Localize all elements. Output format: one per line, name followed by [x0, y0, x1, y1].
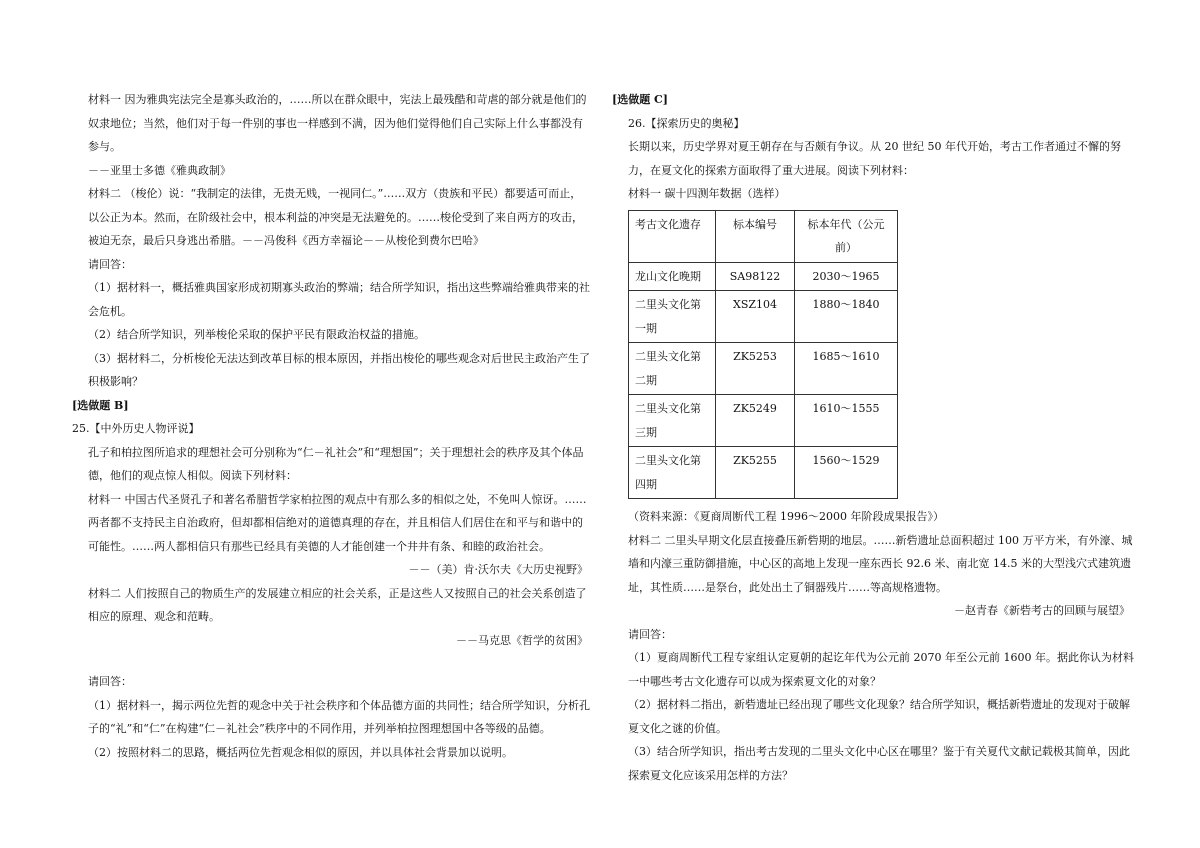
table-header: 标本年代（公元前） [795, 210, 898, 262]
question-25-material-2-source: －－马克思《哲学的贫困》 [456, 633, 588, 647]
question-25-prompt: 请回答： [88, 675, 132, 688]
question-3: （3）据材料二，分析梭伦无法达到改革目标的根本原因，并指出梭伦的哪些观念对后世民主政治产生了积极影响？ [88, 351, 590, 388]
question-25-1: （1）据材料一，揭示两位先哲的观念中关于社会秩序和个体品德方面的共同性；结合所学知识，分析孔子的“礼”和“仁”在构建“仁－礼社会”秩序中的不同作用，并列举柏拉图理想国中各等级的品德。 [88, 698, 590, 735]
table-cell: 1880～1840 [795, 291, 898, 343]
material-1-label: 材料一 碳十四测年数据（选样） [628, 187, 786, 200]
table-cell: ZK5255 [716, 447, 795, 499]
table-cell: SA98122 [716, 262, 795, 291]
table-cell: 龙山文化晚期 [629, 262, 716, 291]
table-source: （资料来源：《夏商周断代工程 1996～2000 年阶段成果报告》） [628, 510, 944, 523]
question-26-intro: 长期以来，历史学界对夏王朝存在与否颇有争议。从 20 世纪 50 年代开始，考古工作者通过不懈的努力，在夏文化的探索方面取得了重大进展。阅读下列材料： [628, 140, 1121, 177]
question-2: （2）结合所学知识，列举梭伦采取的保护平民有限政治权益的措施。 [88, 328, 425, 341]
material-athens: 材料一 因为雅典宪法完全是寡头政治的，……所以在群众眼中，宪法上最残酷和苛虐的部分就是他们的奴隶地位；当然，他们对于每一件别的事也一样感到不满，因为他们觉得他们自己实际上什么事都没有参与。 [88, 93, 587, 153]
table-header: 标本编号 [716, 210, 795, 262]
table-cell: ZK5253 [716, 343, 795, 395]
table-cell: 1610～1555 [795, 395, 898, 447]
question-25-title: 25.【中外历史人物评说】 [72, 422, 200, 435]
table-row [629, 291, 898, 343]
right-column [612, 88, 1134, 787]
question-25-material-2: 材料二 人们按照自己的物质生产的发展建立相应的社会关系，正是这些人又按照自己的社会关系创造了相应的原理、观念和范畴。 [88, 586, 587, 623]
table-cell: 1685～1610 [795, 343, 898, 395]
question-26-material-2-source: －赵青春《新砦考古的回顾与展望》 [954, 604, 1130, 617]
question-25-2: （2）按照材料二的思路，概括两位先哲观念相似的原因，并以具体社会背景加以说明。 [88, 745, 513, 759]
question-26-3: （3）结合所学知识，指出考古发现的二里头文化中心区在哪里？鉴于有关夏代文献记载极其简单，因此探索夏文化应该采用怎样的方法？ [628, 745, 1130, 782]
table-cell: 二里头文化第二期 [629, 343, 716, 395]
question-1: （1）据材料一，概括雅典国家形成初期寡头政治的弊端；结合所学知识，指出这些弊端给雅典带来的社会危机。 [88, 281, 590, 318]
carbon14-table [628, 210, 898, 500]
answer-prompt: 请回答： [88, 257, 132, 271]
question-26-title: 26.【探索历史的奥秘】 [628, 116, 745, 130]
question-26-prompt: 请回答： [628, 627, 672, 641]
question-25-material-1-source: －－（美）肯·沃尔夫《大历史视野》 [408, 563, 588, 576]
table-cell: XSZ104 [716, 291, 795, 343]
table-row [629, 395, 898, 447]
question-26-2: （2）据材料二指出，新砦遗址已经出现了哪些文化现象？结合所学知识，概括新砦遗址的发现对于破解夏文化之谜的价值。 [628, 698, 1130, 735]
question-25-intro: 孔子和柏拉图所追求的理想社会可分别称为“仁－礼社会”和“理想国”；关于理想社会的秩序及其个体品德，他们的观点惊人相似。阅读下列材料： [88, 445, 584, 482]
table-row [629, 343, 898, 395]
table-cell: 1560～1529 [795, 447, 898, 499]
table-cell: 二里头文化第一期 [629, 291, 716, 343]
table-header-row [629, 210, 898, 262]
question-26-material-2: 材料二 二里头早期文化层直接叠压新砦期的地层。……新砦遗址总面积超过 100 万平方米，有外濠、城墙和内濠三重防御措施，中心区的高地上发现一座东西长 92.6 米、南北宽 14.5 米的大型浅穴式建筑遗址，其性质……是祭台，此处出土了铜器残片……等高规格遗物。 [628, 533, 1133, 594]
table-cell: ZK5249 [716, 395, 795, 447]
left-column [72, 88, 592, 764]
table-row [629, 447, 898, 499]
section-c-heading: [选做题 C] [612, 93, 668, 106]
material-solon: 材料二 （梭伦）说：“我制定的法律，无贵无贱，一视同仁。”……双方（贵族和平民）都要适可而止，以公正为本。然而，在阶级社会中，根本利益的冲突是无法避免的。……梭伦受到了来自两方的攻击，被迫无奈，最后只身逃出希腊。－－冯俊科《西方幸福论－－从梭伦到费尔巴哈》 [88, 187, 583, 247]
material-athens-source: －－亚里士多德《雅典政制》 [88, 163, 231, 177]
section-b-heading: [选做题 B] [72, 398, 129, 412]
table-cell: 2030～1965 [795, 262, 898, 291]
question-25-material-1: 材料一 中国古代圣贤孔子和著名希腊哲学家柏拉图的观点中有那么多的相似之处，不免叫人惊讶。……两者都不支持民主自治政府，但却都相信绝对的道德真理的存在，并且相信人们居住在和平与和谐中的可能性。……两人都相信只有那些已经具有美德的人才能创建一个井井有条、和睦的政治社会。 [88, 492, 587, 553]
table-header: 考古文化遗存 [629, 210, 716, 262]
table-cell: 二里头文化第四期 [629, 447, 716, 499]
table-row [629, 262, 898, 291]
table-cell: 二里头文化第三期 [629, 395, 716, 447]
question-26-1: （1）夏商周断代工程专家组认定夏朝的起讫年代为公元前 2070 年至公元前 1600 年。据此你认为材料一中哪些考古文化遗存可以成为探索夏文化的对象？ [628, 651, 1134, 688]
